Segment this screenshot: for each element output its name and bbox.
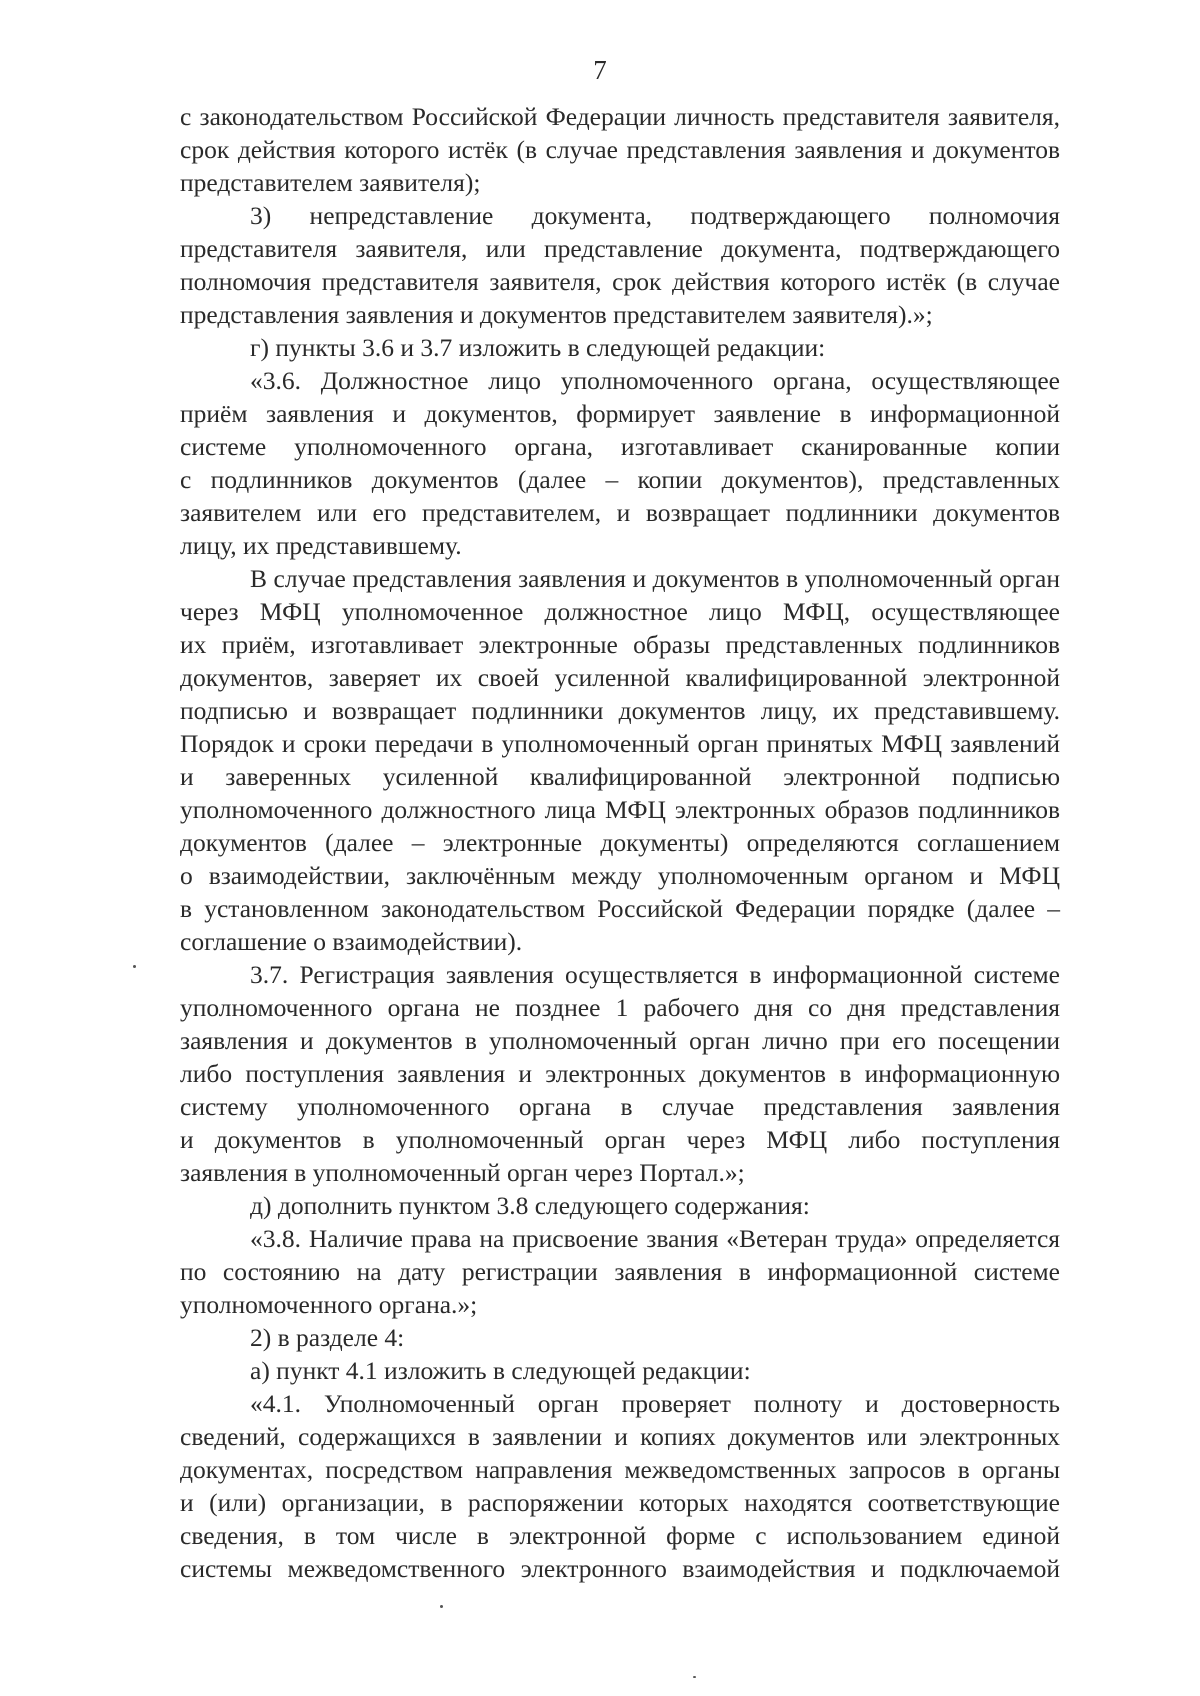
text-line: и (или) организации, в распоряжении которых находятся соответствующие xyxy=(180,1488,1060,1517)
text-line: систему уполномоченного органа в случае представления заявления xyxy=(180,1092,1060,1121)
text-line: срок действия которого истёк (в случае представления заявления и документов xyxy=(180,135,1060,164)
text-line: и заверенных усиленной квалифицированной электронной подписью xyxy=(180,762,1060,791)
text-line: 3.7. Регистрация заявления осуществляется в информационной системе xyxy=(250,960,1060,989)
text-line: соглашение о взаимодействии). xyxy=(180,927,523,956)
text-line: В случае представления заявления и документов в уполномоченный орган xyxy=(250,564,1060,593)
text-line: Порядок и сроки передачи в уполномоченный орган принятых МФЦ заявлений xyxy=(180,729,1060,758)
text-line: «3.6. Должностное лицо уполномоченного органа, осуществляющее xyxy=(250,366,1060,395)
text-line: сведений, содержащихся в заявлении и копиях документов или электронных xyxy=(180,1422,1060,1451)
text-line: 3) непредставление документа, подтверждающего полномочия xyxy=(250,201,1060,230)
text-line: уполномоченного органа.»; xyxy=(180,1290,478,1319)
text-line: заявления и документов в уполномоченный орган лично при его посещении xyxy=(180,1026,1060,1055)
text-line: с подлинников документов (далее – копии документов), представленных xyxy=(180,465,1060,494)
text-line: 2) в разделе 4: xyxy=(250,1323,405,1352)
document-body xyxy=(180,100,1060,1585)
text-line: сведения, в том числе в электронной форме с использованием единой xyxy=(180,1521,1060,1550)
text-line: их приём, изготавливает электронные образы представленных подлинников xyxy=(180,630,1060,659)
text-line: лицу, их представившему. xyxy=(180,531,462,560)
text-line: документах, посредством направления межведомственных запросов в органы xyxy=(180,1455,1060,1484)
text-line: подписью и возвращает подлинники документов лицу, их представившему. xyxy=(180,696,1060,725)
text-line: а) пункт 4.1 изложить в следующей редакции: xyxy=(250,1356,751,1385)
text-line: полномочия представителя заявителя, срок действия которого истёк (в случае xyxy=(180,267,1060,296)
text-line: представителя заявителя, или представление документа, подтверждающего xyxy=(180,234,1060,263)
text-line: документов (далее – электронные документы) определяются соглашением xyxy=(180,828,1060,857)
text-line: о взаимодействии, заключённым между уполномоченным органом и МФЦ xyxy=(180,861,1060,890)
text-line: системе уполномоченного органа, изготавливает сканированные копии xyxy=(180,432,1060,461)
text-line: д) дополнить пунктом 3.8 следующего содержания: xyxy=(250,1191,810,1220)
text-line: г) пункты 3.6 и 3.7 изложить в следующей редакции: xyxy=(250,333,826,362)
text-line: представителем заявителя); xyxy=(180,168,481,197)
text-line: уполномоченного должностного лица МФЦ электронных образов подлинников xyxy=(180,795,1060,824)
text-line: с законодательством Российской Федерации личность представителя заявителя, xyxy=(180,102,1060,131)
text-line: уполномоченного органа не позднее 1 рабочего дня со дня представления xyxy=(180,993,1060,1022)
text-line: либо поступления заявления и электронных документов в информационную xyxy=(180,1059,1060,1088)
text-line: заявления в уполномоченный орган через Портал.»; xyxy=(180,1158,745,1187)
scan-speck xyxy=(133,965,136,968)
text-line: представления заявления и документов представителем заявителя).»; xyxy=(180,300,933,329)
text-line: документов, заверяет их своей усиленной квалифицированной электронной xyxy=(180,663,1060,692)
text-line: в установленном законодательством Российской Федерации порядке (далее – xyxy=(180,894,1060,923)
text-line: заявителем или его представителем, и возвращает подлинники документов xyxy=(180,498,1060,527)
scan-speck xyxy=(693,1676,696,1678)
text-line: системы межведомственного электронного взаимодействия и подключаемой xyxy=(180,1554,1060,1583)
text-line: по состоянию на дату регистрации заявления в информационной системе xyxy=(180,1257,1060,1286)
scan-speck xyxy=(440,1605,443,1608)
text-line: приём заявления и документов, формирует заявление в информационной xyxy=(180,399,1060,428)
text-line: «4.1. Уполномоченный орган проверяет полноту и достоверность xyxy=(250,1389,1060,1418)
text-line: и документов в уполномоченный орган через МФЦ либо поступления xyxy=(180,1125,1060,1154)
page-number: 7 xyxy=(593,55,607,85)
text-line: через МФЦ уполномоченное должностное лицо МФЦ, осуществляющее xyxy=(180,597,1060,626)
text-line: «3.8. Наличие права на присвоение звания «Ветеран труда» определяется xyxy=(250,1224,1060,1253)
